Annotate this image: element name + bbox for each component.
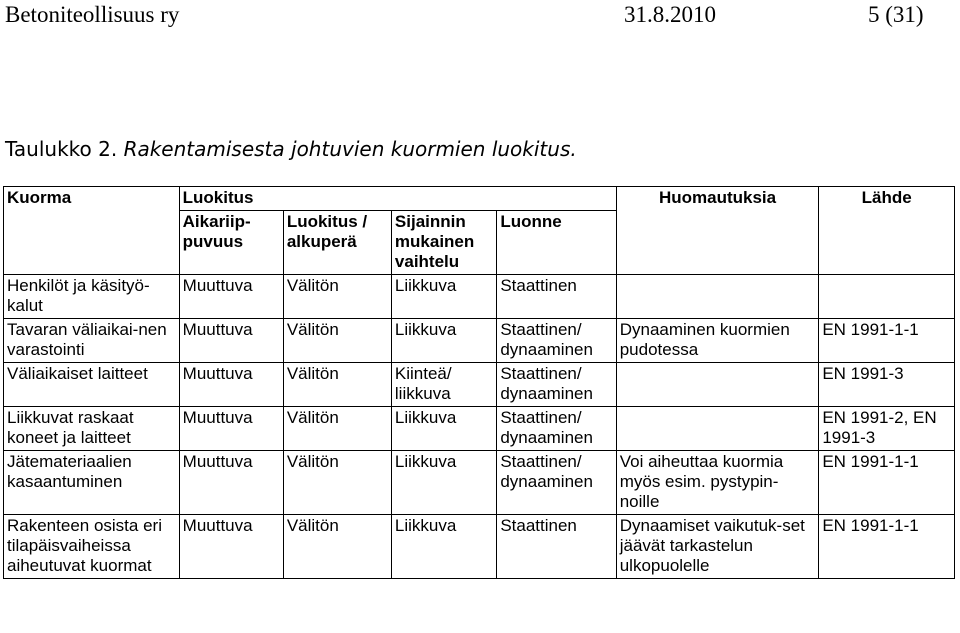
table-row <box>4 451 955 515</box>
document-header-page: 5 (31) <box>868 2 924 27</box>
cell-luonne: Staattinen <box>497 515 616 579</box>
cell-kuorma: Henkilöt ja käsityö-kalut <box>4 275 180 319</box>
header-kuorma: Kuorma <box>4 187 180 275</box>
cell-aika: Muuttuva <box>179 407 283 451</box>
cell-kuorma: Tavaran väliaikai-nen varastointi <box>4 319 180 363</box>
cell-huom <box>616 363 819 407</box>
cell-aika: Muuttuva <box>179 515 283 579</box>
header-luokitus: Luokitus <box>179 187 616 211</box>
cell-aika: Muuttuva <box>179 275 283 319</box>
table-header-row <box>4 187 955 211</box>
caption-title: Rakentamisesta johtuvien kuormien luokitus. <box>123 137 577 161</box>
header-lahde: Lähde <box>819 187 955 275</box>
cell-lahde: EN 1991-1-1 <box>819 319 955 363</box>
cell-kuorma: Liikkuvat raskaat koneet ja laitteet <box>4 407 180 451</box>
table-row <box>4 363 955 407</box>
cell-kuorma: Jätemateriaalien kasaantuminen <box>4 451 180 515</box>
document-header-date: 31.8.2010 <box>624 2 716 27</box>
cell-vaihtelu: Liikkuva <box>391 515 496 579</box>
header-vaihtelu: Sijainnin mukainen vaihtelu <box>391 211 496 275</box>
cell-lahde: EN 1991-2, EN 1991-3 <box>819 407 955 451</box>
cell-huom <box>616 275 819 319</box>
table-row <box>4 319 955 363</box>
table-caption <box>5 137 577 161</box>
cell-huom <box>616 407 819 451</box>
cell-kuorma: Väliaikaiset laitteet <box>4 363 180 407</box>
cell-luonne: Staattinen/ dynaaminen <box>497 363 616 407</box>
cell-vaihtelu: Kiinteä/ liikkuva <box>391 363 496 407</box>
cell-alkupera: Välitön <box>283 515 391 579</box>
table-row <box>4 275 955 319</box>
cell-vaihtelu: Liikkuva <box>391 451 496 515</box>
cell-alkupera: Välitön <box>283 275 391 319</box>
cell-luonne: Staattinen <box>497 275 616 319</box>
cell-lahde: EN 1991-1-1 <box>819 451 955 515</box>
cell-alkupera: Välitön <box>283 407 391 451</box>
cell-huom: Dynaamiset vaikutuk-set jäävät tarkastelun ulkopuolelle <box>616 515 819 579</box>
cell-luonne: Staattinen/ dynaaminen <box>497 319 616 363</box>
table-row <box>4 515 955 579</box>
cell-alkupera: Välitön <box>283 451 391 515</box>
cell-alkupera: Välitön <box>283 319 391 363</box>
cell-huom: Voi aiheuttaa kuormia myös esim. pystypin-noille <box>616 451 819 515</box>
cell-alkupera: Välitön <box>283 363 391 407</box>
table-row <box>4 407 955 451</box>
table-body <box>4 275 955 579</box>
cell-lahde <box>819 275 955 319</box>
cell-aika: Muuttuva <box>179 363 283 407</box>
cell-aika: Muuttuva <box>179 451 283 515</box>
header-luonne: Luonne <box>497 211 616 275</box>
cell-huom: Dynaaminen kuormien pudotessa <box>616 319 819 363</box>
cell-lahde: EN 1991-3 <box>819 363 955 407</box>
header-huomautuksia: Huomautuksia <box>616 187 819 275</box>
cell-luonne: Staattinen/ dynaaminen <box>497 407 616 451</box>
cell-vaihtelu: Liikkuva <box>391 275 496 319</box>
caption-label: Taulukko 2. <box>5 137 118 161</box>
cell-vaihtelu: Liikkuva <box>391 319 496 363</box>
cell-vaihtelu: Liikkuva <box>391 407 496 451</box>
cell-luonne: Staattinen/ dynaaminen <box>497 451 616 515</box>
header-alkupera: Luokitus / alkuperä <box>283 211 391 275</box>
cell-lahde: EN 1991-1-1 <box>819 515 955 579</box>
cell-aika: Muuttuva <box>179 319 283 363</box>
cell-kuorma: Rakenteen osista eri tilapäisvaiheissa aiheutuvat kuormat <box>4 515 180 579</box>
header-aikariippuvuus: Aikariip-puvuus <box>179 211 283 275</box>
document-header-org: Betoniteollisuus ry <box>5 2 180 27</box>
load-classification-table <box>3 186 955 579</box>
